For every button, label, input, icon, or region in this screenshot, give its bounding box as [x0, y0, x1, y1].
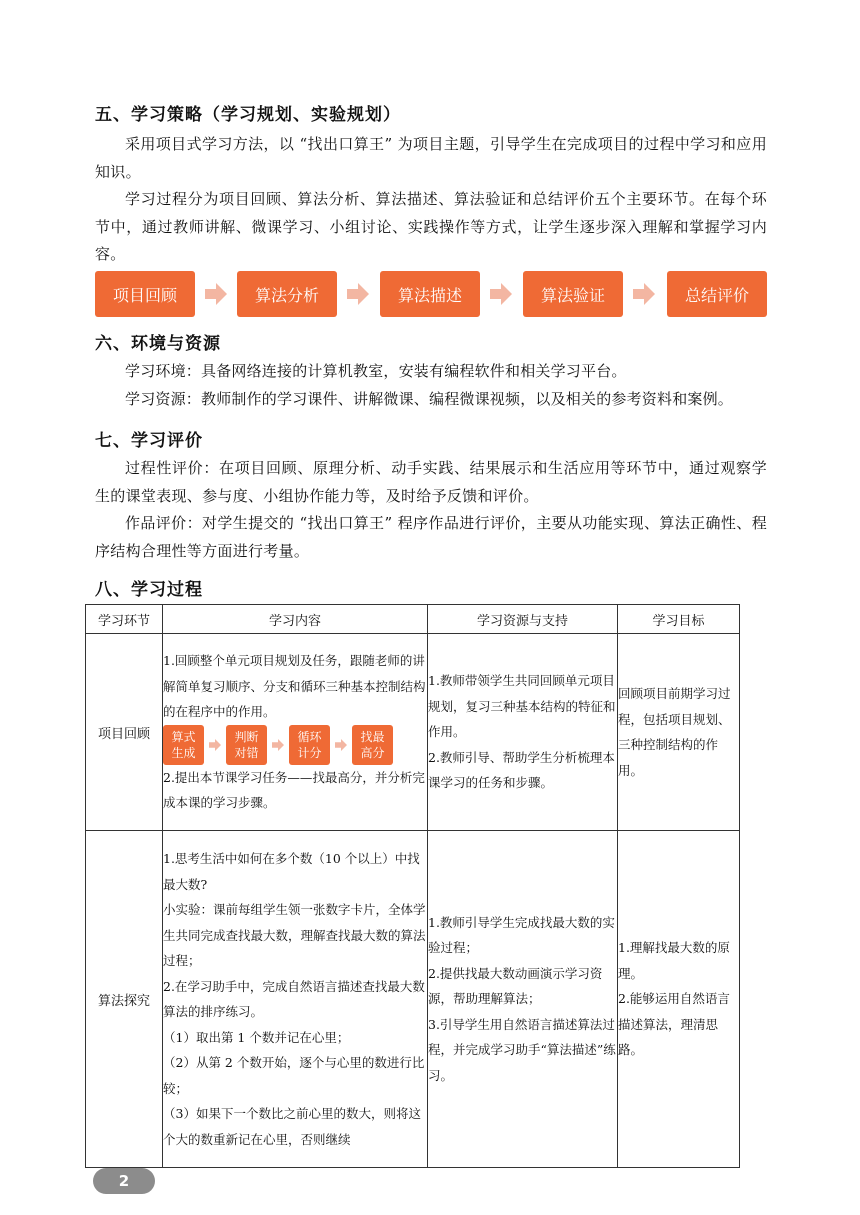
goal-item: 1.理解找最大数的原理。 [618, 940, 730, 981]
header-goal: 学习目标 [618, 605, 740, 634]
header-stage: 学习环节 [86, 605, 163, 634]
content-item: （1）取出第 1 个数并记在心里； [163, 1029, 350, 1045]
stage-cell: 项目回顾 [86, 634, 163, 831]
mini-step: 算式 生成 [163, 725, 204, 765]
support-cell [428, 634, 618, 831]
table-header-row [86, 605, 740, 634]
mini-step: 判断 对错 [226, 725, 267, 765]
strategy-paragraph-1: 采用项目式学习方法，以 “找出口算王” 为项目主题，引导学生在完成项目的过程中学习和应用知识。 [95, 135, 767, 181]
evaluation-paragraph-2: 作品评价：对学生提交的 “找出口算王” 程序作品进行评价，主要从功能实现、算法正确性、程序结构合理性等方面进行考量。 [95, 514, 767, 560]
right-arrow-icon [271, 739, 285, 751]
right-arrow-icon [490, 283, 512, 305]
content-item: 2.提出本节课学习任务——找最高分，并分析完成本课的学习步骤。 [163, 769, 425, 811]
header-content: 学习内容 [163, 605, 428, 634]
content-item: 1.回顾整个单元项目规划及任务，跟随老师的讲解简单复习顺序、分支和循环三种基本控制结构的在程序中的作用。 [163, 653, 426, 720]
right-arrow-icon [205, 283, 227, 305]
goal-cell: 回顾项目前期学习过程，包括项目规划、三种控制结构的作用。 [618, 634, 740, 831]
flow-step-4: 算法验证 [523, 271, 623, 317]
support-item: 3.引导学生用自然语言描述算法过程，并完成学习助手“算法描述”练习。 [428, 1016, 616, 1083]
right-arrow-icon [633, 283, 655, 305]
resources-text: 学习资源：教师制作的学习课件、讲解微课、编程微课视频，以及相关的参考资料和案例。 [125, 390, 734, 408]
section-title-strategy: 五、学习策略（学习规划、实验规划） [95, 105, 401, 125]
evaluation-paragraph-1: 过程性评价：在项目回顾、原理分析、动手实践、结果展示和生活应用等环节中，通过观察学生的课堂表现、参与度、小组协作能力等，及时给予反馈和评价。 [95, 459, 767, 505]
flow-step-3: 算法描述 [380, 271, 480, 317]
goal-item: 2.能够运用自然语言描述算法，理清思路。 [618, 991, 730, 1058]
table-row [86, 831, 740, 1168]
content-cell [163, 634, 428, 831]
learning-flow-diagram [95, 271, 767, 317]
goal-cell [618, 831, 740, 1168]
content-item: （2）从第 2 个数开始，逐个与心里的数进行比较； [163, 1055, 425, 1096]
support-cell [428, 831, 618, 1168]
mini-step: 循环 计分 [289, 725, 330, 765]
flow-step-5: 总结评价 [667, 271, 767, 317]
header-support: 学习资源与支持 [428, 605, 618, 634]
right-arrow-icon [347, 283, 369, 305]
content-item: 2.在学习助手中，完成自然语言描述查找最大数算法的排序练习。 [163, 978, 425, 1019]
right-arrow-icon [208, 739, 222, 751]
environment-text: 学习环境：具备网络连接的计算机教室，安装有编程软件和相关学习平台。 [125, 362, 627, 380]
section-title-environment: 六、环境与资源 [95, 334, 221, 354]
support-item: 1.教师带领学生共同回顾单元项目规划，复习三种基本结构的特征和作用。 [428, 673, 616, 740]
right-arrow-icon [334, 739, 348, 751]
content-item: （3）如果下一个数比之前心里的数大，则将这个大的数重新记在心里，否则继续 [163, 1106, 421, 1147]
mini-flow-diagram [163, 725, 427, 765]
content-cell [163, 831, 428, 1168]
support-item: 2.教师引导、帮助学生分析梳理本课学习的任务和步骤。 [428, 749, 615, 791]
strategy-paragraph-2: 学习过程分为项目回顾、算法分析、算法描述、算法验证和总结评价五个主要环节。在每个环节中，通过教师讲解、微课学习、小组讨论、实践操作等方式，让学生逐步深入理解和掌握学习内容。 [95, 190, 767, 263]
support-item: 1.教师引导学生完成找最大数的实验过程； [428, 914, 615, 956]
learning-process-table [85, 604, 740, 1168]
content-item: 1.思考生活中如何在多个数（10 个以上）中找最大数? [163, 851, 420, 892]
table-row [86, 634, 740, 831]
section-title-process: 八、学习过程 [95, 580, 203, 600]
content-item: 小实验：课前每组学生领一张数字卡片，全体学生共同完成查找最大数，理解查找最大数的算法过程； [163, 902, 426, 968]
flow-step-2: 算法分析 [237, 271, 337, 317]
section-title-evaluation: 七、学习评价 [95, 431, 203, 451]
page-number-badge: 2 [93, 1168, 155, 1194]
mini-step: 找最 高分 [352, 725, 393, 765]
flow-step-1: 项目回顾 [95, 271, 195, 317]
support-item: 2.提供找最大数动画演示学习资源，帮助理解算法； [428, 965, 603, 1007]
stage-cell: 算法探究 [86, 831, 163, 1168]
